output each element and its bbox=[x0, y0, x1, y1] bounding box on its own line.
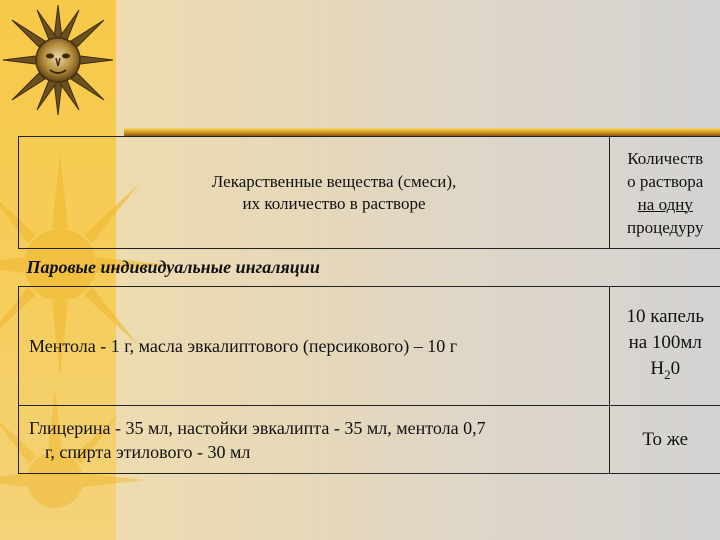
row-quantity-cell bbox=[610, 406, 720, 474]
header-cell-substances bbox=[19, 137, 610, 249]
section-title: Паровые индивидуальные ингаляции bbox=[26, 257, 320, 277]
header-rule bbox=[124, 128, 720, 136]
row-substances-cell bbox=[19, 406, 610, 474]
row-substances-line2: г, спирта этилового - 30 мл bbox=[45, 441, 251, 462]
row-quantity-cell bbox=[610, 287, 720, 406]
header-quantity-line4: процедуру bbox=[627, 217, 704, 237]
row-substances-text: Ментола - 1 г, масла эвкалиптового (персикового) – 10 г bbox=[29, 336, 458, 356]
table-row bbox=[19, 406, 720, 474]
medication-table bbox=[18, 136, 720, 474]
header-substances-line2: их количество в растворе bbox=[242, 193, 426, 213]
header-quantity-line3: на одну bbox=[637, 194, 693, 214]
sun-face-icon bbox=[3, 5, 113, 115]
table-header-row bbox=[19, 137, 720, 249]
table-row bbox=[19, 287, 720, 406]
header-cell-quantity bbox=[610, 137, 720, 249]
header-quantity-line2: о раствора bbox=[627, 171, 704, 191]
header-quantity-line1: Количеств bbox=[627, 148, 704, 168]
row-quantity-line2: на 100мл bbox=[628, 332, 702, 354]
row-quantity-line1: 10 капель bbox=[626, 306, 705, 328]
row-quantity-text: То же bbox=[642, 428, 689, 450]
section-row bbox=[19, 249, 720, 287]
row-substances-line1: Глицерина - 35 мл, настойки эвкалипта - 35 мл, ментола 0,7 bbox=[29, 417, 486, 438]
header-substances-line1: Лекарственные вещества (смеси), bbox=[211, 171, 457, 191]
row-substances-cell bbox=[19, 287, 610, 406]
row-quantity-formula: $Н_20$ bbox=[650, 358, 681, 382]
